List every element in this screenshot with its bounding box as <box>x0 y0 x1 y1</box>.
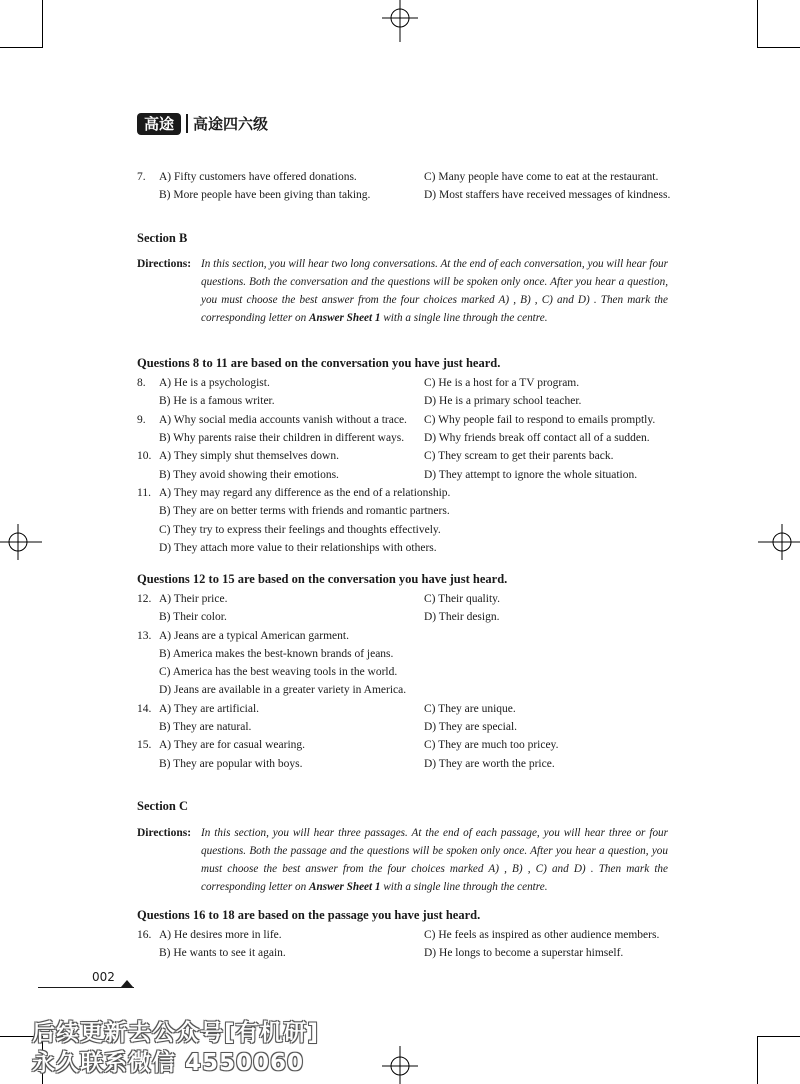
option-c: C) Many people have come to eat at the restaurant. <box>424 171 659 183</box>
brand-divider <box>186 114 188 133</box>
option-b: B) They are popular with boys. <box>159 758 303 770</box>
question-number: 9. <box>137 414 146 426</box>
option-c: C) They scream to get their parents back. <box>424 450 614 462</box>
question-number: 14. <box>137 703 152 715</box>
crop-mark <box>757 47 800 48</box>
option-a: A) They are for casual wearing. <box>159 739 306 751</box>
registration-mark-icon <box>380 1046 420 1084</box>
page-number-rule <box>38 987 134 988</box>
crop-mark <box>757 1036 800 1037</box>
crop-mark <box>757 0 758 48</box>
option-a: A) Fifty customers have offered donations. <box>159 171 357 183</box>
option-a: A) He desires more in life. <box>159 929 282 941</box>
option-c: C) He feels as inspired as other audience members. <box>424 929 660 941</box>
option-c: C) Why people fail to respond to emails promptly. <box>424 414 656 426</box>
option-b: B) More people have been giving than taking. <box>159 189 371 201</box>
page-number: 002 <box>92 970 115 984</box>
brand-name: 高途四六级 <box>193 115 269 133</box>
watermark-line: 后续更新去公众号[有机研] <box>32 1020 320 1046</box>
brand-logo: 高途 <box>137 113 181 135</box>
option-b: B) They avoid showing their emotions. <box>159 469 339 481</box>
option-a: A) They are artificial. <box>159 703 260 715</box>
registration-mark-icon <box>380 0 420 42</box>
registration-mark-icon <box>758 522 800 562</box>
question-number: 8. <box>137 377 146 389</box>
answer-sheet-ref: Answer Sheet 1 <box>309 881 381 893</box>
option-d: D) They are special. <box>424 721 518 733</box>
directions-label: Directions: <box>137 827 192 839</box>
question-number: 13. <box>137 630 152 642</box>
question-number: 7. <box>137 171 146 183</box>
option-d: D) They attempt to ignore the whole situation. <box>424 469 638 481</box>
question-number: 12. <box>137 593 152 605</box>
option-c: C) Their quality. <box>424 593 501 605</box>
section-title: Section B <box>137 231 188 245</box>
option-d: D) Why friends break off contact all of a sudden. <box>424 432 650 444</box>
option-b: B) Why parents raise their children in different ways. <box>159 432 405 444</box>
answer-sheet-ref: Answer Sheet 1 <box>309 312 381 324</box>
directions-label: Directions: <box>137 258 192 270</box>
option-a: A) He is a psychologist. <box>159 377 270 389</box>
option-d: D) Their design. <box>424 611 500 623</box>
question-group-heading: Questions 12 to 15 are based on the conversation you have just heard. <box>137 572 508 586</box>
option-d: D) Most staffers have received messages of kindness. <box>424 189 671 201</box>
crop-mark <box>0 47 43 48</box>
registration-mark-icon <box>0 522 42 562</box>
option-b: B) He is a famous writer. <box>159 395 275 407</box>
option-c: C) They are much too pricey. <box>424 739 559 751</box>
directions-text: In this section, you will hear two long conversations. At the end of each conversation, you will hear four questions. Both the conversation and the questions will be spoken only once. After you hear a question, you must choose the best answer from the four choices marked A) , B) , C) and D) . Then mark the corresponding letter on Answer Sheet 1 with a single line through the centre. <box>201 258 668 324</box>
option-d: D) He is a primary school teacher. <box>424 395 582 407</box>
option-c: C) They try to express their feelings and thoughts effectively. <box>159 524 441 536</box>
crop-mark <box>42 0 43 48</box>
watermark-line: 永久联系微信 4550060 <box>32 1050 305 1076</box>
directions-text: In this section, you will hear three passages. At the end of each passage, you will hear three or four questions. Both the passage and the questions will be spoken only once. After you hear a question, you must choose the best answer from the four choices marked A) , B) , C) and D) . Then mark the corresponding letter on Answer Sheet 1 with a single line through the centre. <box>201 827 668 893</box>
option-a: A) They simply shut themselves down. <box>159 450 339 462</box>
option-a: A) They may regard any difference as the end of a relationship. <box>159 487 451 499</box>
option-a: A) Jeans are a typical American garment. <box>159 630 349 642</box>
option-c: C) He is a host for a TV program. <box>424 377 580 389</box>
option-c: C) They are unique. <box>424 703 516 715</box>
page-marker-icon <box>121 980 133 987</box>
question-number: 15. <box>137 739 152 751</box>
question-group-heading: Questions 8 to 11 are based on the conversation you have just heard. <box>137 356 501 370</box>
option-d: D) They attach more value to their relationships with others. <box>159 542 437 554</box>
option-b: B) Their color. <box>159 611 227 623</box>
question-number: 11. <box>137 487 151 499</box>
question-number: 16. <box>137 929 152 941</box>
option-a: A) Their price. <box>159 593 228 605</box>
crop-mark <box>757 1036 758 1084</box>
option-b: B) He wants to see it again. <box>159 947 286 959</box>
option-d: D) They are worth the price. <box>424 758 555 770</box>
option-b: B) They are natural. <box>159 721 252 733</box>
question-number: 10. <box>137 450 152 462</box>
option-b: B) They are on better terms with friends and romantic partners. <box>159 505 450 517</box>
section-title: Section C <box>137 799 189 813</box>
option-d: D) He longs to become a superstar himself. <box>424 947 624 959</box>
option-a: A) Why social media accounts vanish without a trace. <box>159 414 407 426</box>
option-c: C) America has the best weaving tools in the world. <box>159 666 398 678</box>
question-group-heading: Questions 16 to 18 are based on the passage you have just heard. <box>137 908 481 922</box>
option-d: D) Jeans are available in a greater variety in America. <box>159 684 407 696</box>
option-b: B) America makes the best-known brands of jeans. <box>159 648 394 660</box>
